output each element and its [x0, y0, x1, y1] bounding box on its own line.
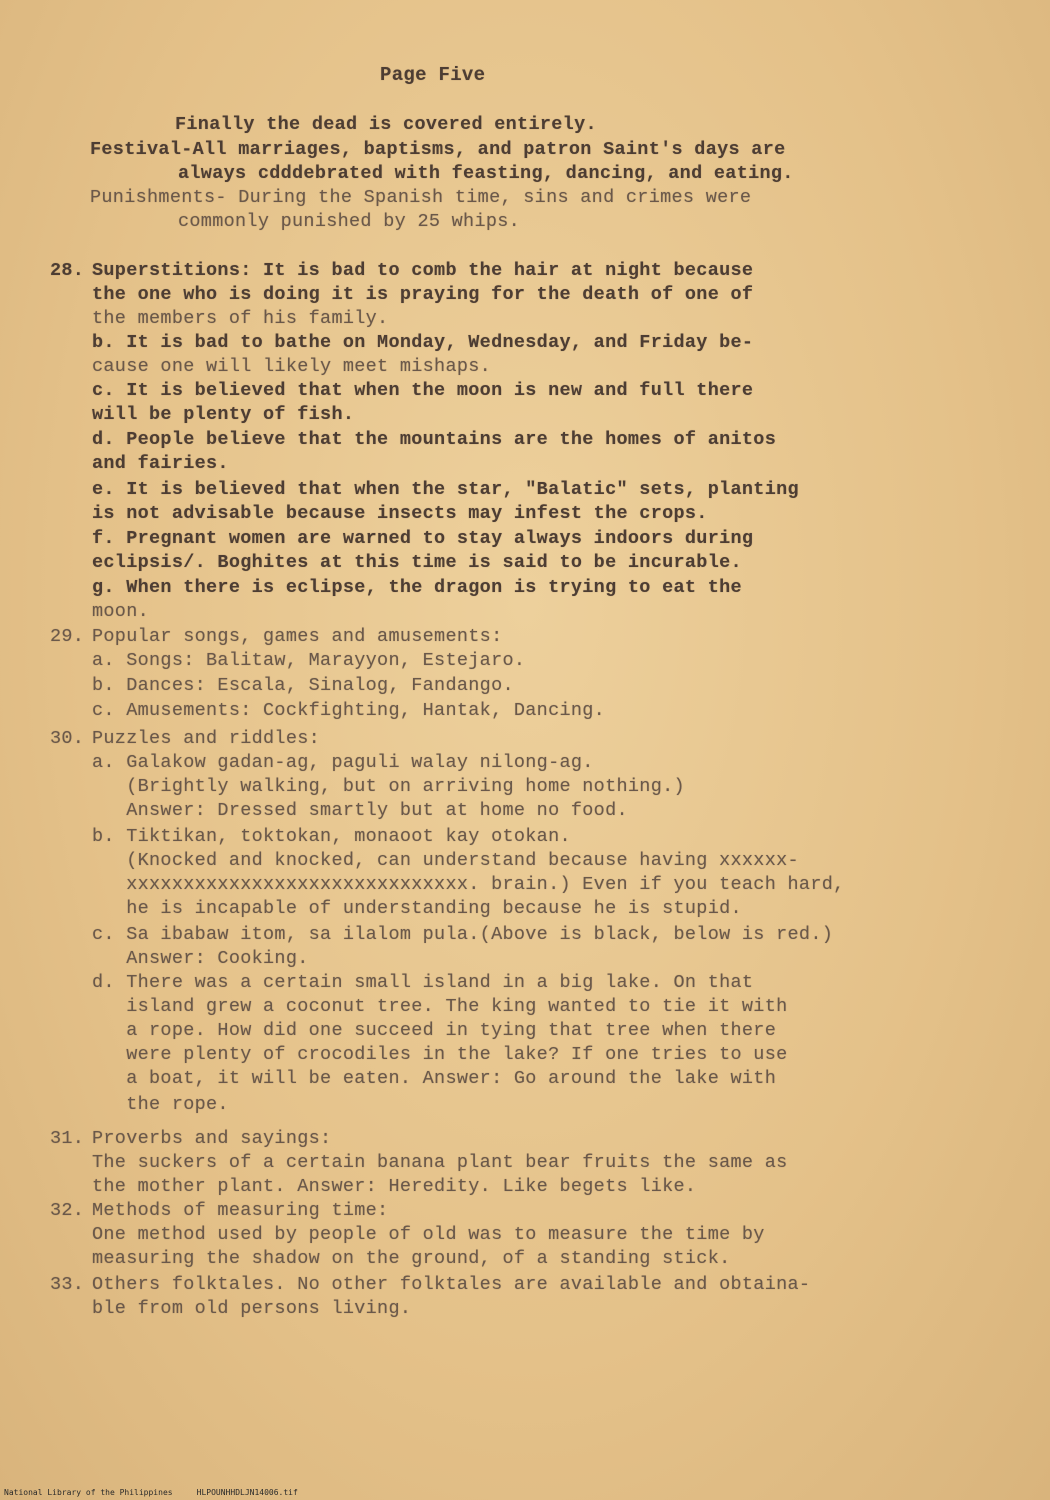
section-line: the mother plant. Answer: Heredity. Like begets like. [92, 1176, 697, 1197]
section-number: 28. [50, 260, 85, 281]
section-line: is not advisable because insects may infest the crops. [92, 503, 708, 524]
paragraph-line: Festival-All marriages, baptisms, and patron Saint's days are [90, 139, 786, 160]
section-line: Others folktales. No other folktales are available and obtaina- [92, 1274, 811, 1295]
section-line: g. When there is eclipse, the dragon is trying to eat the [92, 577, 742, 598]
section-line: e. It is believed that when the star, "Balatic" sets, planting [92, 479, 799, 500]
section-line: (Brightly walking, but on arriving home nothing.) [92, 776, 685, 797]
page-title: Page Five [380, 64, 486, 86]
section-line: f. Pregnant women are warned to stay always indoors during [92, 528, 754, 549]
section-line: c. Sa ibabaw itom, sa ilalom pula.(Above is black, below is red.) [92, 924, 834, 945]
section-line: moon. [92, 601, 150, 622]
section-line: Methods of measuring time: [92, 1200, 389, 1221]
section-line: Puzzles and riddles: [92, 728, 321, 749]
section-line: b. Dances: Escala, Sinalog, Fandango. [92, 675, 514, 696]
section-number: 31. [50, 1128, 85, 1149]
section-line: (Knocked and knocked, can understand because having xxxxxx- [92, 850, 799, 871]
section-line: eclipsis/. Boghites at this time is said to be incurable. [92, 552, 742, 573]
section-line: d. There was a certain small island in a big lake. On that [92, 972, 754, 993]
section-line: ble from old persons living. [92, 1298, 412, 1319]
paragraph-line: Punishments- During the Spanish time, sins and crimes were [90, 187, 752, 208]
section-line: cause one will likely meet mishaps. [92, 356, 492, 377]
section-number: 30. [50, 728, 85, 749]
section-line: were plenty of crocodiles in the lake? If one tries to use [92, 1044, 788, 1065]
section-line: will be plenty of fish. [92, 404, 355, 425]
section-line: Answer: Dressed smartly but at home no food. [92, 800, 628, 821]
section-line: b. It is bad to bathe on Monday, Wednesday, and Friday be- [92, 332, 754, 353]
section-line: Answer: Cooking. [92, 948, 309, 969]
section-line: b. Tiktikan, toktokan, monaoot kay otokan. [92, 826, 571, 847]
section-line: The suckers of a certain banana plant bear fruits the same as [92, 1152, 788, 1173]
section-line: Superstitions: It is bad to comb the hair at night because [92, 260, 754, 281]
section-line: he is incapable of understanding because he is stupid. [92, 898, 742, 919]
paragraph-line: commonly punished by 25 whips. [178, 211, 521, 232]
section-line: the one who is doing it is praying for the death of one of [92, 284, 754, 305]
section-number: 32. [50, 1200, 85, 1221]
section-line: island grew a coconut tree. The king wanted to tie it with [92, 996, 788, 1017]
archive-footer: National Library of the Philippines HLPOUNHHDLJN14006.tif [4, 1488, 298, 1497]
section-line: a rope. How did one succeed in tying that tree when there [92, 1020, 777, 1041]
section-line: measuring the shadow on the ground, of a standing stick. [92, 1248, 731, 1269]
section-line: Popular songs, games and amusements: [92, 626, 503, 647]
section-number: 33. [50, 1274, 85, 1295]
section-line: Proverbs and sayings: [92, 1128, 332, 1149]
section-line: a. Galakow gadan-ag, paguli walay nilong-ag. [92, 752, 594, 773]
section-line: xxxxxxxxxxxxxxxxxxxxxxxxxxxxxx. brain.) Even if you teach hard, [92, 874, 845, 895]
section-line: a. Songs: Balitaw, Marayyon, Estejaro. [92, 650, 526, 671]
section-line: the members of his family. [92, 308, 389, 329]
paragraph-line: always cdddebrated with feasting, dancing, and eating. [178, 163, 794, 184]
section-line: One method used by people of old was to measure the time by [92, 1224, 765, 1245]
section-line: and fairies. [92, 453, 229, 474]
section-line: the rope. [92, 1094, 229, 1115]
section-line: a boat, it will be eaten. Answer: Go around the lake with [92, 1068, 777, 1089]
section-line: d. People believe that the mountains are the homes of anitos [92, 429, 777, 450]
section-line: c. Amusements: Cockfighting, Hantak, Dancing. [92, 700, 606, 721]
paragraph-line: Finally the dead is covered entirely. [175, 114, 597, 135]
section-number: 29. [50, 626, 85, 647]
section-line: c. It is believed that when the moon is new and full there [92, 380, 754, 401]
